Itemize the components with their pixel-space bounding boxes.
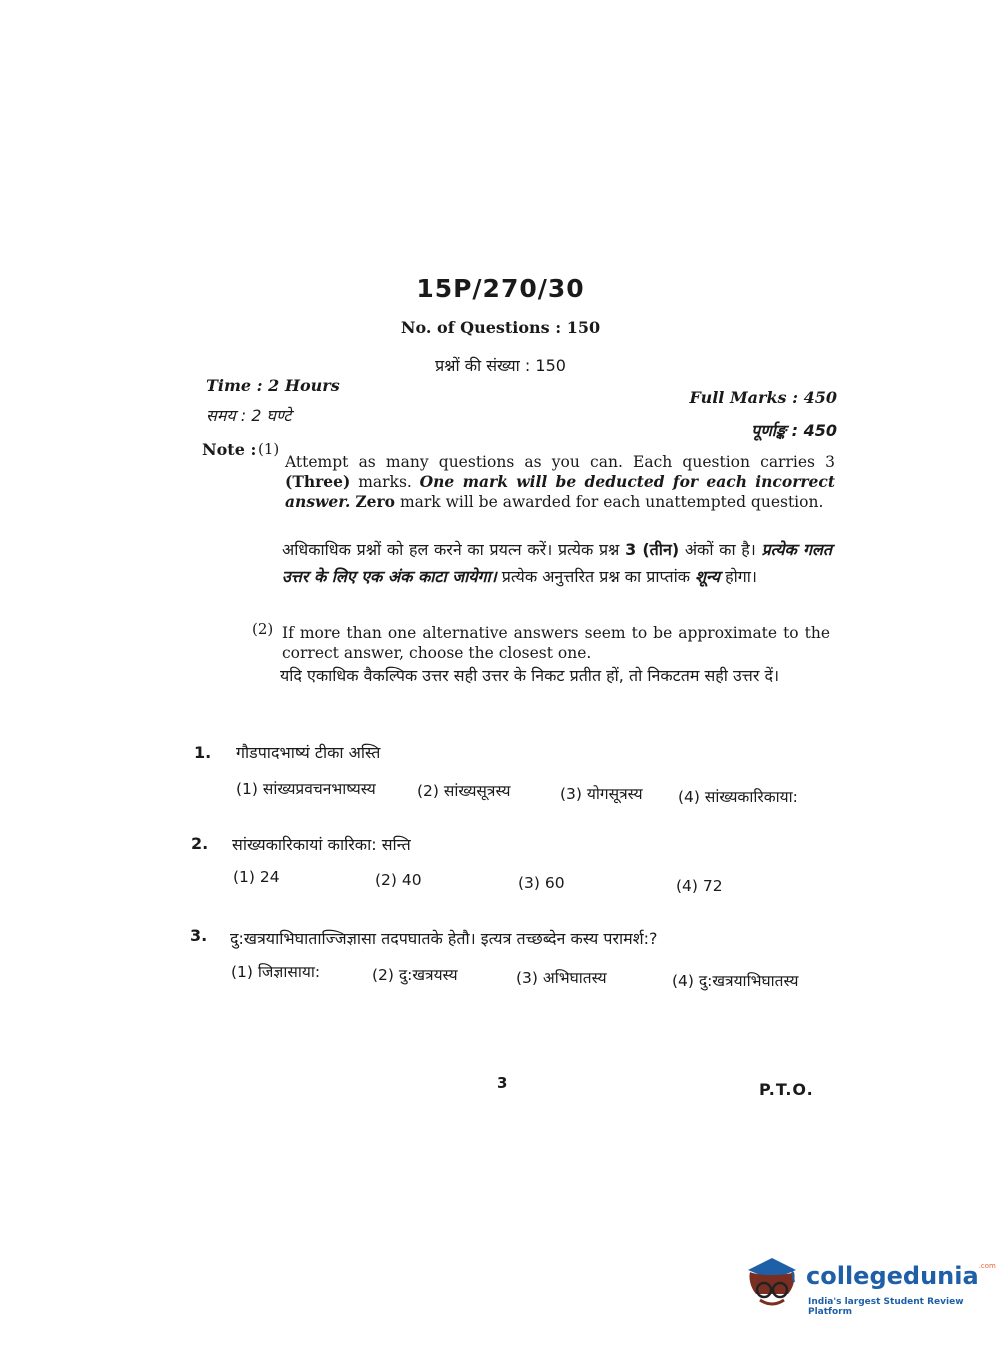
brand-name: [806, 1262, 996, 1290]
question-3-text: दु:खत्रयाभिघाताज्जिज्ञासा तदपघातके हेतौ। इत्यत्र तच्छब्देन कस्य परामर्श:?: [230, 929, 658, 948]
page-number: 3: [497, 1074, 508, 1092]
note-1-hi-three: 3 (तीन): [625, 540, 680, 559]
question-1-option-2: (2) सांख्यसूत्रस्य: [417, 782, 511, 800]
time-hi: समय : 2 घण्टे: [206, 406, 292, 425]
question-2-option-2: (2) 40: [375, 871, 422, 889]
question-1-option-1: (1) सांख्यप्रवचनभाष्यस्य: [236, 780, 376, 798]
note-2-english: If more than one alternative answers seem to be approximate to the correct answer, choose the closest one.: [282, 624, 830, 662]
question-1-number: 1.: [194, 743, 212, 762]
question-2-option-4: (4) 72: [676, 877, 723, 895]
note-1-hi-a: अधिकाधिक प्रश्नों को हल करने का प्रयत्न करें। प्रत्येक प्रश्न: [282, 540, 626, 559]
note-number-2: (2): [252, 620, 274, 638]
note-1-english: [285, 452, 835, 512]
question-2-text: सांख्यकारिकायां कारिका: सन्ति: [232, 835, 411, 854]
full-marks-en: Full Marks : 450: [689, 388, 837, 407]
note-number-1: (1): [258, 440, 280, 458]
num-questions-en: No. of Questions : 150: [400, 318, 601, 337]
note-1-hi-penalty: प्रत्येक गलत उत्तर के लिए एक अंक काटा जायेगा।: [282, 540, 832, 586]
question-3-number: 3.: [190, 926, 208, 945]
brand-name-text: collegedunia: [806, 1262, 979, 1290]
pto-label: P.T.O.: [759, 1080, 814, 1099]
note-1-text-g: mark will be awarded for each unattempted question.: [395, 493, 824, 511]
note-1-text-c: marks.: [350, 473, 420, 491]
note-1-text-a: Attempt as many questions as you can. Each question carries 3: [285, 453, 835, 471]
question-3-option-1: (1) जिज्ञासाया:: [231, 963, 321, 981]
paper-code: 15P/270/30: [416, 274, 585, 303]
note-1-hi-e: प्रत्येक अनुत्तरित प्रश्न का प्राप्तांक: [496, 567, 696, 586]
note-1-hindi: [282, 536, 832, 590]
question-3-option-3: (3) अभिघातस्य: [516, 969, 607, 987]
note-1-hi-c: अंकों का है।: [679, 540, 762, 559]
note-label: Note :: [202, 440, 257, 459]
note-1-zero: Zero: [355, 492, 396, 511]
note-1-hi-zero: शून्य: [695, 567, 720, 586]
full-marks-hi: पूर्णाङ्क : 450: [751, 421, 837, 440]
question-2-option-3: (3) 60: [518, 874, 565, 892]
note-2-hindi: यदि एकाधिक वैकल्पिक उत्तर सही उत्तर के निकट प्रतीत हों, तो निकटतम सही उत्तर दें।: [280, 666, 780, 685]
student-mascot-icon: [742, 1250, 802, 1310]
question-1-option-3: (3) योगसूत्रस्य: [560, 785, 643, 803]
question-3-option-4: (4) दु:खत्रयाभिघातस्य: [672, 972, 799, 990]
question-2-option-1: (1) 24: [233, 868, 280, 886]
question-3-option-2: (2) दु:खत्रयस्य: [372, 966, 458, 984]
brand-tagline: India's largest Student Review Platform: [808, 1297, 964, 1317]
question-1-option-4: (4) सांख्यकारिकाया:: [678, 788, 798, 806]
note-1-penalty: One mark will be deducted for each incorrect answer.: [285, 472, 836, 511]
time-en: Time : 2 Hours: [206, 376, 340, 395]
brand-com: .com: [978, 1262, 996, 1270]
note-1-hi-g: होगा।: [719, 567, 757, 586]
num-questions-hi: प्रश्नों की संख्या : 150: [435, 356, 566, 375]
question-2-number: 2.: [191, 834, 209, 853]
note-1-three: (Three): [285, 472, 351, 491]
question-1-text: गौडपादभाष्यं टीका अस्ति: [236, 743, 381, 762]
